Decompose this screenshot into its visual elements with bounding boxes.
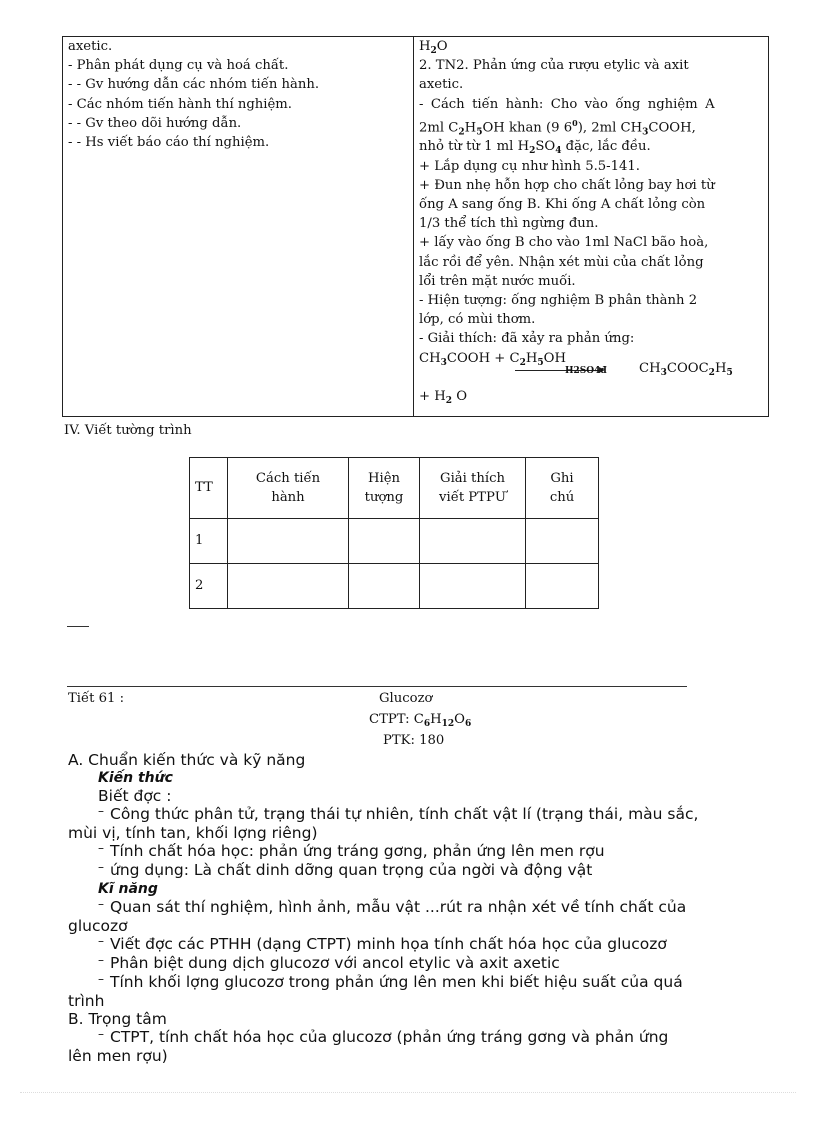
left-line: - - Gv theo dõi hướng dẫn. <box>68 115 242 131</box>
lesson-content <box>68 751 758 1065</box>
catalyst-label: H2SO4đ <box>565 365 607 376</box>
procedure-line: - Cách tiến hành: Cho vào ống nghiệm A <box>419 96 715 112</box>
empty-cell[interactable] <box>526 564 599 609</box>
report-header-row <box>190 458 599 519</box>
heat-line: 1/3 thể tích thì ngừng đun. <box>419 216 599 232</box>
equation-reactants: $CH_3COOH + C_2H_5OH$ <box>419 350 566 368</box>
water-formula: $H_2O$ <box>419 39 448 56</box>
nacl-line: lổi trên mặt nước muối. <box>419 273 576 289</box>
nacl-line: lắc rồi để yên. Nhận xét mùi của chất lỏng <box>419 254 704 270</box>
header-cell: Ghi chú <box>526 458 599 519</box>
skill-item-cont: trình <box>68 992 105 1010</box>
knowledge-heading: Kiến thức <box>98 770 173 786</box>
short-dash-divider <box>67 626 89 627</box>
activity-table <box>62 36 769 417</box>
skills-heading: Kĩ năng <box>98 881 158 897</box>
focus-item-cont: lên men rợu) <box>68 1047 168 1065</box>
heat-line: + Đun nhẹ hỗn hợp cho chất lỏng bay hơi từ <box>419 177 715 193</box>
nacl-line: + lấy vào ống B cho vào 1ml NaCl bão hoà, <box>419 235 709 251</box>
skill-item: – Phân biệt dung dịch glucozơ với ancol etylic và axit axetic <box>68 954 758 973</box>
section-a-heading: A. Chuẩn kiến thức và kỹ năng <box>68 751 306 769</box>
skill-item: – Tính khối lợng glucozơ trong phản ứng lên men khi biết hiệu suất của quá <box>68 973 758 992</box>
heat-line: ống A sang ống B. Khi ống A chất lỏng còn <box>419 197 706 213</box>
tn2-title-cont: axetic. <box>419 77 464 93</box>
left-line: - - Hs viết báo cáo thí nghiệm. <box>68 135 270 151</box>
row-number: 2 <box>190 564 228 609</box>
experiment-column <box>419 37 765 406</box>
focus-item: – CTPT, tính chất hóa học của glucozơ (phản ứng tráng gơng và phản ứng <box>68 1028 758 1047</box>
section-b-heading: B. Trọng tâm <box>68 1010 167 1028</box>
lesson-title: Glucozơ <box>379 691 433 706</box>
molecular-mass: PTK: 180 <box>383 733 445 748</box>
equation-water: + $H_2$ O <box>419 388 468 406</box>
report-table <box>189 457 599 609</box>
knowledge-item: – Tính chất hóa học: phản ứng tráng gơng, phản ứng lên men rợu <box>68 842 758 861</box>
page-footer-rule <box>20 1092 796 1093</box>
header-cell: Giải thích viết PTPƯ <box>420 458 526 519</box>
header-cell: TT <box>190 458 228 519</box>
empty-cell[interactable] <box>228 519 349 564</box>
setup-line: + Lắp dụng cụ như hình 5.5-141. <box>419 158 640 174</box>
procedure-line: nhỏ từ từ 1 ml $H_2SO_4$ đặc, lắc đều. <box>419 139 651 157</box>
skill-item: – Quan sát thí nghiệm, hình ảnh, mẫu vật ...rút ra nhận xét về tính chất của <box>68 898 758 917</box>
skill-item: – Viết đợc các PTHH (dạng CTPT) minh họa tính chất hóa học của glucozơ <box>68 935 758 954</box>
knowledge-item-cont: mùi vị, tính tan, khối lợng riêng) <box>68 824 318 842</box>
procedure-line: 2ml $C_2H_5OH$ khan (9 $6^0$), 2ml $CH_3COOH$, <box>419 117 696 138</box>
header-cell: Cách tiến hành <box>228 458 349 519</box>
equation-arrow-row <box>419 360 765 387</box>
left-line: axetic. <box>68 39 113 54</box>
left-line: - Phân phát dụng cụ và hoá chất. <box>68 58 289 74</box>
knowledge-item: – ứng dụng: Là chất dinh dỡng quan trọng của ngời và động vật <box>68 861 758 880</box>
empty-cell[interactable] <box>420 564 526 609</box>
equation-product: $CH_3COOC_2H_5$ <box>639 360 733 378</box>
table-row <box>190 564 599 609</box>
teacher-activity-column <box>68 37 408 152</box>
molecular-formula: CTPT: $C_6H_{12}O_6$ <box>369 712 472 729</box>
skill-item-cont: glucozơ <box>68 917 128 935</box>
empty-cell[interactable] <box>228 564 349 609</box>
explanation-line: - Giải thích: đã xảy ra phản ứng: <box>419 331 635 347</box>
empty-cell[interactable] <box>349 564 420 609</box>
table-row <box>190 519 599 564</box>
phenomenon-line: - Hiện tượng: ống nghiệm B phân thành 2 <box>419 293 698 309</box>
column-divider <box>413 37 414 416</box>
empty-cell[interactable] <box>420 519 526 564</box>
empty-cell[interactable] <box>349 519 420 564</box>
phenomenon-line: lớp, có mùi thơm. <box>419 312 536 328</box>
tn2-title: 2. TN2. Phản ứng của rượu etylic và axit <box>419 58 689 74</box>
row-number: 1 <box>190 519 228 564</box>
horizontal-rule <box>67 686 687 687</box>
left-line: - Các nhóm tiến hành thí nghiệm. <box>68 96 293 112</box>
report-heading: IV. Viết tường trình <box>64 423 192 438</box>
know-intro: Biết đợc : <box>98 787 172 805</box>
knowledge-item: – Công thức phân tử, trạng thái tự nhiên, tính chất vật lí (trạng thái, màu sắc, <box>68 805 758 824</box>
header-cell: Hiện tượng <box>349 458 420 519</box>
left-line: - - Gv hướng dẫn các nhóm tiến hành. <box>68 77 320 93</box>
lesson-number: Tiết 61 : <box>68 691 125 706</box>
empty-cell[interactable] <box>526 519 599 564</box>
